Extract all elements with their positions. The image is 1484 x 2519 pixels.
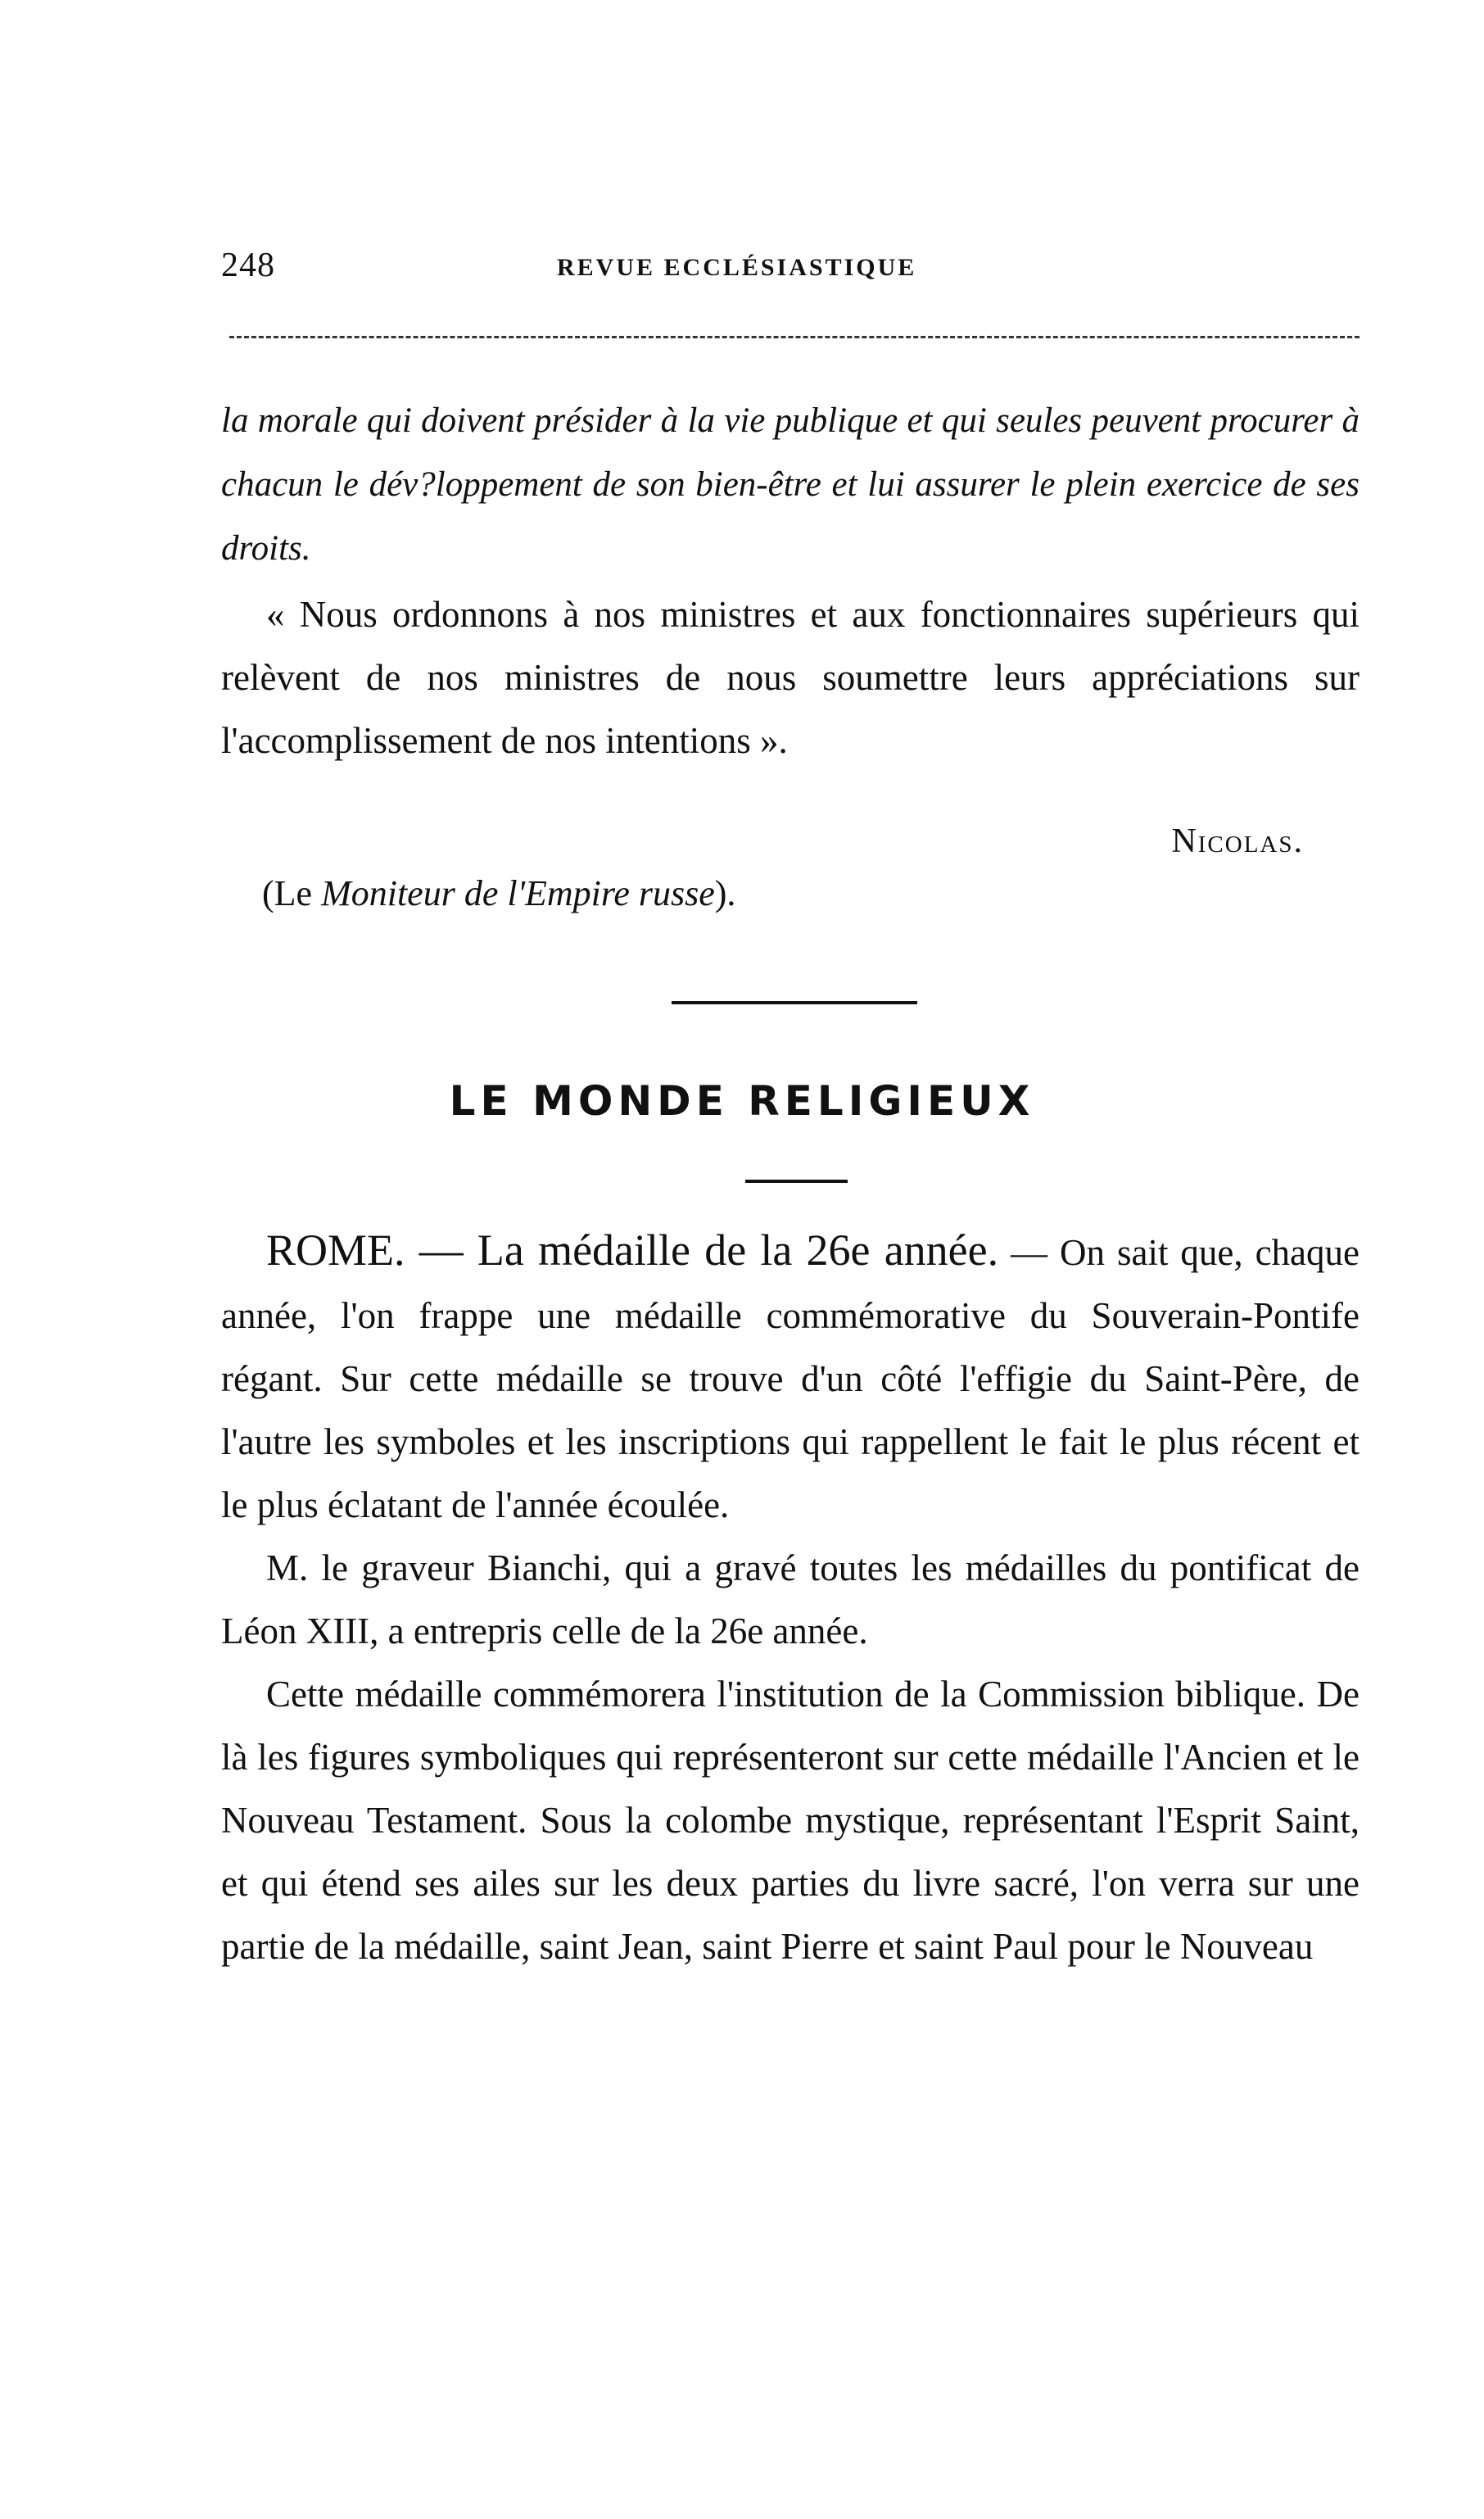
source-suffix: ). bbox=[714, 873, 736, 913]
signature: Nicolas. bbox=[1171, 822, 1304, 860]
article-dash: — bbox=[405, 1226, 477, 1275]
section-rule-bottom bbox=[745, 1180, 848, 1183]
article-lead-text: — On sait que, chaque année, l'on frappe une médaille commémorative du Souverain-Pontife régant. Sur cette médaille se trouve d'un côté l'effigie du Saint-Père, de l'autre les symboles et les inscriptions qui rappellent le fait le plus récent et le plus éclatant de l'année écoulée. bbox=[221, 1232, 1360, 1525]
source-citation bbox=[262, 872, 735, 914]
section-title: LE MONDE RELIGIEUX bbox=[449, 1077, 1035, 1125]
quote-paragraph: « Nous ordonnons à nos ministres et aux fonctionnaires supérieurs qui relèvent de nos ministres de nous soumettre leurs appréciations sur l'accomplissement de nos intentions ». bbox=[221, 594, 1360, 761]
header-rule bbox=[229, 336, 1360, 338]
article-paragraph-2: M. le graveur Bianchi, qui a gravé toutes les médailles du pontificat de Léon XIII, a entrepris celle de la 26e année. bbox=[221, 1547, 1360, 1651]
article-lead-paragraph bbox=[221, 1219, 1360, 1537]
article-place: ROME. bbox=[266, 1226, 405, 1275]
journal-title: REVUE ECCLÉSIASTIQUE bbox=[557, 254, 917, 281]
article-body bbox=[221, 1219, 1360, 1978]
running-head bbox=[221, 246, 1368, 295]
article-paragraph-3: Cette médaille commémorera l'institution de la Commission biblique. De là les figures symboliques qui représenteront sur cette médaille l'Ancien et le Nouveau Testament. Sous la colombe mystique, représentant l'Esprit Saint, et qui étend ses ailes sur les deux parties du livre sacré, l'on verra sur une partie de la médaille, saint Jean, saint Pierre et saint Paul pour le Nouveau bbox=[221, 1674, 1360, 1967]
article-heading: La médaille de la 26e année. bbox=[477, 1226, 999, 1275]
source-title: Moniteur de l'Empire russe bbox=[321, 873, 715, 913]
italic-paragraph: la morale qui doivent présider à la vie publique et qui seules peuvent procurer à chacun le dév?loppement de son bien-être et lui assurer le plein exercice de ses droits. bbox=[221, 401, 1360, 568]
source-prefix: (Le bbox=[262, 873, 322, 913]
section-rule-top bbox=[672, 1001, 917, 1004]
page-number: 248 bbox=[221, 247, 275, 284]
